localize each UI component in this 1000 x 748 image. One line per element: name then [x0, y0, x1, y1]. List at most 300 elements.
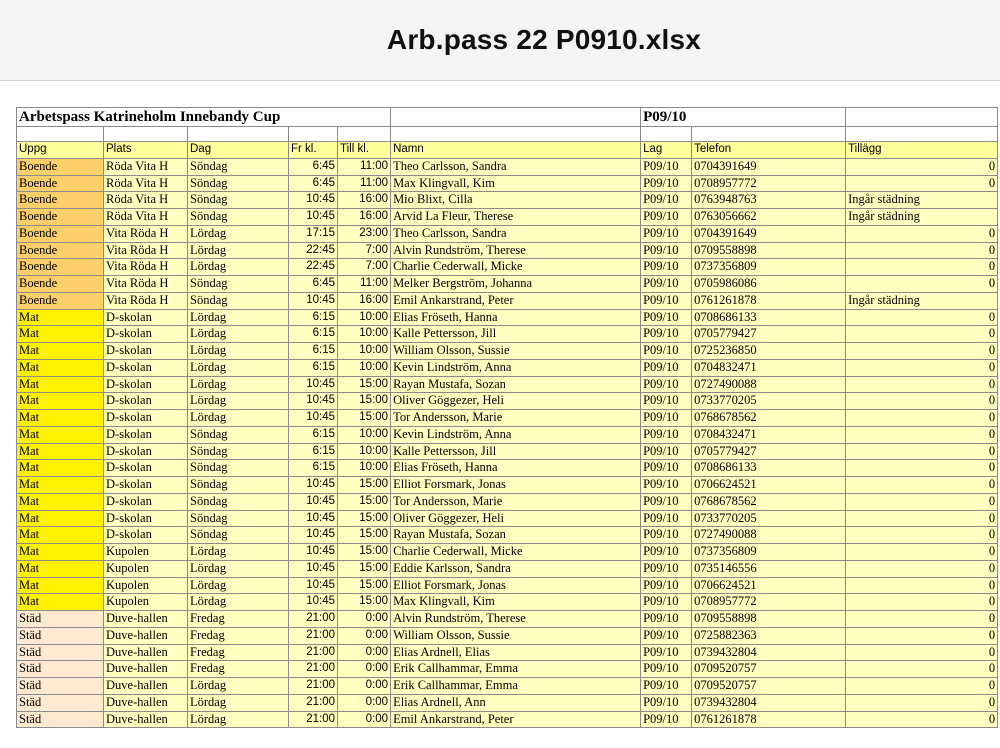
cell-namn[interactable]: Oliver Göggezer, Heli	[391, 393, 641, 410]
cell-lag[interactable]: P09/10	[641, 359, 692, 376]
cell-tillagg[interactable]: Ingår städning	[846, 209, 998, 226]
cell-plats[interactable]: D-skolan	[104, 376, 188, 393]
cell-tillagg[interactable]: 0	[846, 376, 998, 393]
cell[interactable]	[391, 108, 641, 127]
cell-uppg[interactable]: Mat	[17, 343, 104, 360]
cell-till-kl[interactable]: 10:00	[338, 426, 391, 443]
cell-telefon[interactable]: 0737356809	[692, 544, 846, 561]
cell-namn[interactable]: Charlie Cederwall, Micke	[391, 544, 641, 561]
cell-telefon[interactable]: 0737356809	[692, 259, 846, 276]
cell-namn[interactable]: Alvin Rundström, Therese	[391, 611, 641, 628]
cell-lag[interactable]: P09/10	[641, 259, 692, 276]
cell[interactable]	[692, 127, 846, 142]
cell-namn[interactable]: Melker Bergström, Johanna	[391, 276, 641, 293]
cell[interactable]	[641, 127, 692, 142]
cell-dag[interactable]: Lördag	[188, 393, 289, 410]
cell[interactable]	[17, 127, 104, 142]
cell-dag[interactable]: Lördag	[188, 594, 289, 611]
cell-lag[interactable]: P09/10	[641, 678, 692, 695]
cell-telefon[interactable]: 0704391649	[692, 158, 846, 175]
cell-tillagg[interactable]: 0	[846, 477, 998, 494]
header-dag[interactable]: Dag	[188, 142, 289, 159]
cell-till-kl[interactable]: 10:00	[338, 443, 391, 460]
cell-dag[interactable]: Lördag	[188, 242, 289, 259]
cell-plats[interactable]: Duve-hallen	[104, 627, 188, 644]
cell-tillagg[interactable]: 0	[846, 426, 998, 443]
cell-namn[interactable]: William Olsson, Sussie	[391, 343, 641, 360]
cell-till-kl[interactable]: 15:00	[338, 510, 391, 527]
cell-uppg[interactable]: Städ	[17, 661, 104, 678]
cell[interactable]	[104, 127, 188, 142]
cell-tillagg[interactable]: 0	[846, 225, 998, 242]
cell-namn[interactable]: Eddie Karlsson, Sandra	[391, 560, 641, 577]
cell-lag[interactable]: P09/10	[641, 527, 692, 544]
cell-telefon[interactable]: 0768678562	[692, 493, 846, 510]
cell-dag[interactable]: Lördag	[188, 343, 289, 360]
cell-tillagg[interactable]: 0	[846, 577, 998, 594]
cell-namn[interactable]: Elias Ardnell, Elias	[391, 644, 641, 661]
cell-lag[interactable]: P09/10	[641, 292, 692, 309]
cell-tillagg[interactable]: Ingår städning	[846, 192, 998, 209]
cell-plats[interactable]: D-skolan	[104, 527, 188, 544]
cell-telefon[interactable]: 0739432804	[692, 694, 846, 711]
cell-lag[interactable]: P09/10	[641, 426, 692, 443]
cell-fr-kl[interactable]: 10:45	[289, 493, 338, 510]
cell-fr-kl[interactable]: 10:45	[289, 410, 338, 427]
cell-lag[interactable]: P09/10	[641, 225, 692, 242]
cell-till-kl[interactable]: 15:00	[338, 477, 391, 494]
cell-till-kl[interactable]: 10:00	[338, 326, 391, 343]
cell-namn[interactable]: Rayan Mustafa, Sozan	[391, 376, 641, 393]
cell-lag[interactable]: P09/10	[641, 594, 692, 611]
cell-fr-kl[interactable]: 21:00	[289, 644, 338, 661]
cell-plats[interactable]: D-skolan	[104, 343, 188, 360]
cell-namn[interactable]: Rayan Mustafa, Sozan	[391, 527, 641, 544]
cell-tillagg[interactable]: 0	[846, 644, 998, 661]
cell-lag[interactable]: P09/10	[641, 443, 692, 460]
cell-uppg[interactable]: Mat	[17, 493, 104, 510]
cell-uppg[interactable]: Mat	[17, 510, 104, 527]
cell-telefon[interactable]: 0705779427	[692, 443, 846, 460]
cell-fr-kl[interactable]: 10:45	[289, 477, 338, 494]
cell-fr-kl[interactable]: 6:15	[289, 426, 338, 443]
cell-uppg[interactable]: Boende	[17, 225, 104, 242]
cell-namn[interactable]: William Olsson, Sussie	[391, 627, 641, 644]
cell-plats[interactable]: Vita Röda H	[104, 276, 188, 293]
cell-dag[interactable]: Fredag	[188, 644, 289, 661]
cell-tillagg[interactable]: 0	[846, 493, 998, 510]
cell-plats[interactable]: D-skolan	[104, 326, 188, 343]
cell-telefon[interactable]: 0763948763	[692, 192, 846, 209]
cell-namn[interactable]: Max Klingvall, Kim	[391, 594, 641, 611]
cell-tillagg[interactable]: 0	[846, 158, 998, 175]
cell-till-kl[interactable]: 0:00	[338, 678, 391, 695]
cell-fr-kl[interactable]: 10:45	[289, 192, 338, 209]
cell-dag[interactable]: Lördag	[188, 544, 289, 561]
cell-till-kl[interactable]: 0:00	[338, 627, 391, 644]
cell-dag[interactable]: Söndag	[188, 493, 289, 510]
cell-lag[interactable]: P09/10	[641, 175, 692, 192]
cell-plats[interactable]: Duve-hallen	[104, 711, 188, 728]
cell-till-kl[interactable]: 0:00	[338, 644, 391, 661]
cell-fr-kl[interactable]: 6:15	[289, 460, 338, 477]
cell-uppg[interactable]: Mat	[17, 393, 104, 410]
cell-telefon[interactable]: 0708957772	[692, 175, 846, 192]
cell-telefon[interactable]: 0725236850	[692, 343, 846, 360]
cell-plats[interactable]: Duve-hallen	[104, 678, 188, 695]
cell-plats[interactable]: Kupolen	[104, 594, 188, 611]
cell-tillagg[interactable]: 0	[846, 242, 998, 259]
cell-uppg[interactable]: Mat	[17, 376, 104, 393]
cell-till-kl[interactable]: 0:00	[338, 694, 391, 711]
cell-dag[interactable]: Söndag	[188, 426, 289, 443]
cell-telefon[interactable]: 0708432471	[692, 426, 846, 443]
cell-lag[interactable]: P09/10	[641, 627, 692, 644]
cell[interactable]	[846, 127, 998, 142]
cell-telefon[interactable]: 0727490088	[692, 527, 846, 544]
header-till-kl[interactable]: Till kl.	[338, 142, 391, 159]
cell-dag[interactable]: Söndag	[188, 158, 289, 175]
cell-namn[interactable]: Erik Callhammar, Emma	[391, 678, 641, 695]
cell-namn[interactable]: Tor Andersson, Marie	[391, 410, 641, 427]
cell-telefon[interactable]: 0761261878	[692, 711, 846, 728]
cell-tillagg[interactable]: 0	[846, 510, 998, 527]
cell-uppg[interactable]: Mat	[17, 359, 104, 376]
cell-plats[interactable]: Duve-hallen	[104, 661, 188, 678]
cell-namn[interactable]: Alvin Rundström, Therese	[391, 242, 641, 259]
cell-fr-kl[interactable]: 6:15	[289, 309, 338, 326]
cell-telefon[interactable]: 0708957772	[692, 594, 846, 611]
cell-uppg[interactable]: Boende	[17, 292, 104, 309]
cell-telefon[interactable]: 0709520757	[692, 661, 846, 678]
cell-uppg[interactable]: Mat	[17, 594, 104, 611]
cell-tillagg[interactable]: 0	[846, 594, 998, 611]
cell-till-kl[interactable]: 15:00	[338, 544, 391, 561]
cell-telefon[interactable]: 0706624521	[692, 577, 846, 594]
cell-telefon[interactable]: 0768678562	[692, 410, 846, 427]
cell-telefon[interactable]: 0733770205	[692, 393, 846, 410]
cell-telefon[interactable]: 0704391649	[692, 225, 846, 242]
cell-uppg[interactable]: Boende	[17, 242, 104, 259]
cell-namn[interactable]: Kalle Pettersson, Jill	[391, 326, 641, 343]
cell-uppg[interactable]: Mat	[17, 527, 104, 544]
cell-fr-kl[interactable]: 10:45	[289, 510, 338, 527]
cell-till-kl[interactable]: 15:00	[338, 527, 391, 544]
cell-uppg[interactable]: Städ	[17, 627, 104, 644]
cell-till-kl[interactable]: 11:00	[338, 276, 391, 293]
cell-lag[interactable]: P09/10	[641, 694, 692, 711]
cell-till-kl[interactable]: 10:00	[338, 343, 391, 360]
cell-fr-kl[interactable]: 6:45	[289, 276, 338, 293]
cell-plats[interactable]: D-skolan	[104, 426, 188, 443]
cell-uppg[interactable]: Mat	[17, 577, 104, 594]
cell-uppg[interactable]: Boende	[17, 158, 104, 175]
cell-uppg[interactable]: Städ	[17, 611, 104, 628]
cell[interactable]	[338, 127, 391, 142]
cell-namn[interactable]: Elliot Forsmark, Jonas	[391, 477, 641, 494]
cell[interactable]	[188, 127, 289, 142]
cell-till-kl[interactable]: 16:00	[338, 292, 391, 309]
cell-namn[interactable]: Tor Andersson, Marie	[391, 493, 641, 510]
header-uppg[interactable]: Uppg	[17, 142, 104, 159]
cell-till-kl[interactable]: 7:00	[338, 259, 391, 276]
cell-fr-kl[interactable]: 10:45	[289, 560, 338, 577]
cell-tillagg[interactable]: 0	[846, 443, 998, 460]
cell-uppg[interactable]: Mat	[17, 410, 104, 427]
cell-dag[interactable]: Lördag	[188, 359, 289, 376]
cell-dag[interactable]: Söndag	[188, 209, 289, 226]
cell-fr-kl[interactable]: 6:45	[289, 158, 338, 175]
cell-dag[interactable]: Söndag	[188, 192, 289, 209]
cell-namn[interactable]: Mio Blixt, Cilla	[391, 192, 641, 209]
cell-tillagg[interactable]: 0	[846, 410, 998, 427]
cell-dag[interactable]: Söndag	[188, 443, 289, 460]
cell-uppg[interactable]: Boende	[17, 192, 104, 209]
cell-namn[interactable]: Elias Fröseth, Hanna	[391, 460, 641, 477]
cell-plats[interactable]: D-skolan	[104, 443, 188, 460]
cell-telefon[interactable]: 0761261878	[692, 292, 846, 309]
cell-telefon[interactable]: 0708686133	[692, 460, 846, 477]
cell-tillagg[interactable]: 0	[846, 276, 998, 293]
cell-dag[interactable]: Fredag	[188, 627, 289, 644]
cell-dag[interactable]: Lördag	[188, 678, 289, 695]
cell-tillagg[interactable]: 0	[846, 694, 998, 711]
cell-telefon[interactable]: 0709558898	[692, 242, 846, 259]
cell-uppg[interactable]: Boende	[17, 276, 104, 293]
cell-uppg[interactable]: Städ	[17, 644, 104, 661]
cell-dag[interactable]: Söndag	[188, 527, 289, 544]
cell-lag[interactable]: P09/10	[641, 209, 692, 226]
cell-fr-kl[interactable]: 6:15	[289, 359, 338, 376]
cell-namn[interactable]: Erik Callhammar, Emma	[391, 661, 641, 678]
team-label[interactable]: P09/10	[641, 108, 846, 127]
cell-dag[interactable]: Lördag	[188, 225, 289, 242]
cell-fr-kl[interactable]: 21:00	[289, 611, 338, 628]
cell-dag[interactable]: Lördag	[188, 577, 289, 594]
cell-plats[interactable]: Röda Vita H	[104, 192, 188, 209]
cell-namn[interactable]: Kevin Lindström, Anna	[391, 359, 641, 376]
cell-namn[interactable]: Elias Ardnell, Ann	[391, 694, 641, 711]
cell-till-kl[interactable]: 15:00	[338, 376, 391, 393]
cell-plats[interactable]: Röda Vita H	[104, 158, 188, 175]
cell-till-kl[interactable]: 15:00	[338, 560, 391, 577]
cell-dag[interactable]: Söndag	[188, 292, 289, 309]
cell-telefon[interactable]: 0709558898	[692, 611, 846, 628]
cell-uppg[interactable]: Mat	[17, 544, 104, 561]
cell-till-kl[interactable]: 7:00	[338, 242, 391, 259]
cell-telefon[interactable]: 0708686133	[692, 309, 846, 326]
cell-lag[interactable]: P09/10	[641, 158, 692, 175]
cell-tillagg[interactable]: 0	[846, 711, 998, 728]
cell-plats[interactable]: Duve-hallen	[104, 611, 188, 628]
cell-tillagg[interactable]: 0	[846, 544, 998, 561]
cell-till-kl[interactable]: 0:00	[338, 661, 391, 678]
cell-namn[interactable]: Oliver Göggezer, Heli	[391, 510, 641, 527]
cell-tillagg[interactable]: 0	[846, 309, 998, 326]
cell-fr-kl[interactable]: 10:45	[289, 209, 338, 226]
cell-fr-kl[interactable]: 21:00	[289, 711, 338, 728]
sheet-title[interactable]: Arbetspass Katrineholm Innebandy Cup	[17, 108, 391, 127]
cell[interactable]	[289, 127, 338, 142]
cell-dag[interactable]: Söndag	[188, 510, 289, 527]
cell-tillagg[interactable]: 0	[846, 560, 998, 577]
cell-uppg[interactable]: Städ	[17, 694, 104, 711]
cell-plats[interactable]: Duve-hallen	[104, 694, 188, 711]
cell-namn[interactable]: Kalle Pettersson, Jill	[391, 443, 641, 460]
cell-till-kl[interactable]: 10:00	[338, 460, 391, 477]
cell-uppg[interactable]: Boende	[17, 209, 104, 226]
cell-tillagg[interactable]: 0	[846, 611, 998, 628]
cell-dag[interactable]: Lördag	[188, 560, 289, 577]
cell-fr-kl[interactable]: 21:00	[289, 694, 338, 711]
cell-till-kl[interactable]: 23:00	[338, 225, 391, 242]
cell-namn[interactable]: Elliot Forsmark, Jonas	[391, 577, 641, 594]
cell-lag[interactable]: P09/10	[641, 460, 692, 477]
cell-tillagg[interactable]: 0	[846, 259, 998, 276]
cell-lag[interactable]: P09/10	[641, 661, 692, 678]
cell-fr-kl[interactable]: 22:45	[289, 259, 338, 276]
cell-fr-kl[interactable]: 10:45	[289, 376, 338, 393]
header-lag[interactable]: Lag	[641, 142, 692, 159]
cell[interactable]	[391, 127, 641, 142]
cell-namn[interactable]: Kevin Lindström, Anna	[391, 426, 641, 443]
cell-telefon[interactable]: 0727490088	[692, 376, 846, 393]
cell-fr-kl[interactable]: 22:45	[289, 242, 338, 259]
cell-telefon[interactable]: 0733770205	[692, 510, 846, 527]
cell-dag[interactable]: Lördag	[188, 711, 289, 728]
cell-namn[interactable]: Theo Carlsson, Sandra	[391, 225, 641, 242]
cell-lag[interactable]: P09/10	[641, 477, 692, 494]
cell-lag[interactable]: P09/10	[641, 326, 692, 343]
cell-fr-kl[interactable]: 21:00	[289, 627, 338, 644]
cell-namn[interactable]: Emil Ankarstrand, Peter	[391, 292, 641, 309]
header-fr-kl[interactable]: Fr kl.	[289, 142, 338, 159]
cell-telefon[interactable]: 0705986086	[692, 276, 846, 293]
cell-uppg[interactable]: Mat	[17, 460, 104, 477]
cell-telefon[interactable]: 0735146556	[692, 560, 846, 577]
cell-plats[interactable]: Vita Röda H	[104, 242, 188, 259]
cell-till-kl[interactable]: 15:00	[338, 410, 391, 427]
cell-lag[interactable]: P09/10	[641, 560, 692, 577]
cell-tillagg[interactable]: 0	[846, 527, 998, 544]
cell-tillagg[interactable]: 0	[846, 359, 998, 376]
cell-till-kl[interactable]: 10:00	[338, 359, 391, 376]
cell-till-kl[interactable]: 10:00	[338, 309, 391, 326]
cell-telefon[interactable]: 0705779427	[692, 326, 846, 343]
cell-lag[interactable]: P09/10	[641, 611, 692, 628]
cell-uppg[interactable]: Städ	[17, 678, 104, 695]
cell-fr-kl[interactable]: 10:45	[289, 292, 338, 309]
cell-lag[interactable]: P09/10	[641, 493, 692, 510]
cell-namn[interactable]: Arvid La Fleur, Therese	[391, 209, 641, 226]
cell-till-kl[interactable]: 15:00	[338, 493, 391, 510]
cell-plats[interactable]: Vita Röda H	[104, 225, 188, 242]
cell-lag[interactable]: P09/10	[641, 711, 692, 728]
cell-uppg[interactable]: Mat	[17, 309, 104, 326]
cell-fr-kl[interactable]: 6:15	[289, 343, 338, 360]
cell-uppg[interactable]: Mat	[17, 443, 104, 460]
cell-dag[interactable]: Söndag	[188, 477, 289, 494]
cell-plats[interactable]: D-skolan	[104, 393, 188, 410]
cell-uppg[interactable]: Mat	[17, 326, 104, 343]
cell-tillagg[interactable]: 0	[846, 627, 998, 644]
header-plats[interactable]: Plats	[104, 142, 188, 159]
cell-plats[interactable]: D-skolan	[104, 410, 188, 427]
cell-till-kl[interactable]: 11:00	[338, 158, 391, 175]
cell-tillagg[interactable]: 0	[846, 343, 998, 360]
cell-uppg[interactable]: Boende	[17, 259, 104, 276]
cell-namn[interactable]: Max Klingvall, Kim	[391, 175, 641, 192]
cell-tillagg[interactable]: 0	[846, 326, 998, 343]
cell-namn[interactable]: Charlie Cederwall, Micke	[391, 259, 641, 276]
cell-fr-kl[interactable]: 6:45	[289, 175, 338, 192]
cell-fr-kl[interactable]: 10:45	[289, 544, 338, 561]
header-telefon[interactable]: Telefon	[692, 142, 846, 159]
cell-plats[interactable]: Kupolen	[104, 577, 188, 594]
cell-dag[interactable]: Fredag	[188, 661, 289, 678]
cell-lag[interactable]: P09/10	[641, 192, 692, 209]
cell-plats[interactable]: Röda Vita H	[104, 209, 188, 226]
cell-tillagg[interactable]: 0	[846, 460, 998, 477]
cell-uppg[interactable]: Boende	[17, 175, 104, 192]
cell-plats[interactable]: Vita Röda H	[104, 259, 188, 276]
cell-lag[interactable]: P09/10	[641, 276, 692, 293]
cell-till-kl[interactable]: 15:00	[338, 577, 391, 594]
cell-tillagg[interactable]: 0	[846, 175, 998, 192]
cell-plats[interactable]: D-skolan	[104, 493, 188, 510]
cell-telefon[interactable]: 0763056662	[692, 209, 846, 226]
cell-till-kl[interactable]: 16:00	[338, 209, 391, 226]
cell-dag[interactable]: Söndag	[188, 460, 289, 477]
cell-dag[interactable]: Lördag	[188, 694, 289, 711]
header-namn[interactable]: Namn	[391, 142, 641, 159]
cell-lag[interactable]: P09/10	[641, 644, 692, 661]
cell-fr-kl[interactable]: 10:45	[289, 527, 338, 544]
cell-fr-kl[interactable]: 10:45	[289, 393, 338, 410]
cell-tillagg[interactable]: 0	[846, 678, 998, 695]
cell-till-kl[interactable]: 0:00	[338, 611, 391, 628]
cell-tillagg[interactable]: Ingår städning	[846, 292, 998, 309]
cell-plats[interactable]: D-skolan	[104, 460, 188, 477]
cell-plats[interactable]: D-skolan	[104, 309, 188, 326]
cell-dag[interactable]: Lördag	[188, 309, 289, 326]
cell-dag[interactable]: Lördag	[188, 326, 289, 343]
cell-dag[interactable]: Lördag	[188, 376, 289, 393]
cell[interactable]	[846, 108, 998, 127]
cell-fr-kl[interactable]: 6:15	[289, 326, 338, 343]
cell-till-kl[interactable]: 16:00	[338, 192, 391, 209]
cell-lag[interactable]: P09/10	[641, 510, 692, 527]
cell-till-kl[interactable]: 11:00	[338, 175, 391, 192]
cell-telefon[interactable]: 0704832471	[692, 359, 846, 376]
cell-telefon[interactable]: 0709520757	[692, 678, 846, 695]
cell-plats[interactable]: Vita Röda H	[104, 292, 188, 309]
cell-plats[interactable]: D-skolan	[104, 359, 188, 376]
cell-lag[interactable]: P09/10	[641, 242, 692, 259]
cell-telefon[interactable]: 0739432804	[692, 644, 846, 661]
header-tillagg[interactable]: Tillägg	[846, 142, 998, 159]
cell-fr-kl[interactable]: 17:15	[289, 225, 338, 242]
cell-lag[interactable]: P09/10	[641, 343, 692, 360]
cell-tillagg[interactable]: 0	[846, 393, 998, 410]
cell-fr-kl[interactable]: 10:45	[289, 594, 338, 611]
cell-lag[interactable]: P09/10	[641, 393, 692, 410]
cell-fr-kl[interactable]: 10:45	[289, 577, 338, 594]
cell-namn[interactable]: Elias Fröseth, Hanna	[391, 309, 641, 326]
cell-till-kl[interactable]: 15:00	[338, 594, 391, 611]
cell-lag[interactable]: P09/10	[641, 410, 692, 427]
cell-till-kl[interactable]: 15:00	[338, 393, 391, 410]
